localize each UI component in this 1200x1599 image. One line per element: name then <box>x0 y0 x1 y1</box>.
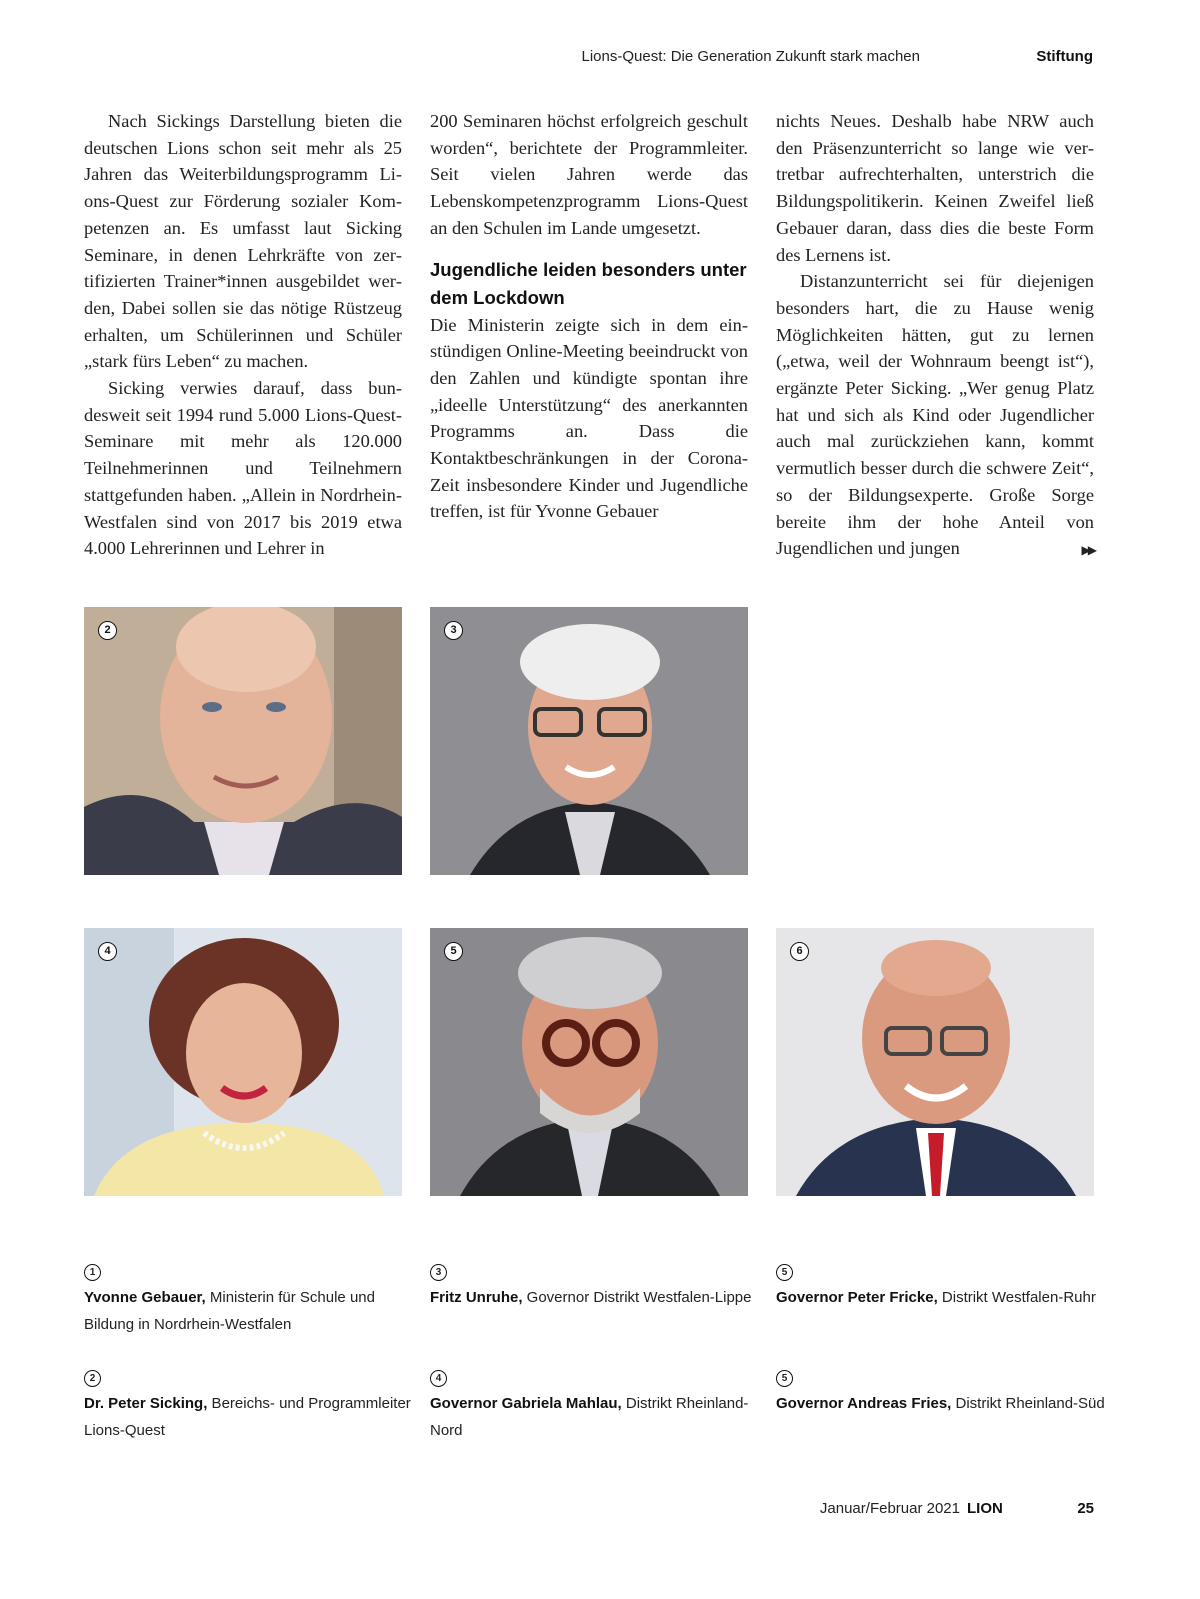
caption-name: Fritz Unruhe, <box>430 1289 523 1306</box>
photo-number-badge: 5 <box>444 942 463 961</box>
section-label: Stiftung <box>1036 48 1093 65</box>
paragraph: 200 Seminaren höchst erfolgreich geschult worden“, berichtete der Programmleiter. Seit vielen Jahren werde das Lebenskompetenzprogramm Lions-Quest an den Schulen im Lande umgesetzt. <box>430 111 748 238</box>
caption-2 <box>84 1363 414 1444</box>
subheading: Jugendliche leiden besonders unter dem Lockdown <box>430 258 747 308</box>
portrait-image <box>430 928 748 1196</box>
caption-name: Yvonne Gebauer, <box>84 1289 206 1306</box>
continue-arrow-icon: ▶▶ <box>1081 543 1094 558</box>
caption-role: Bereichs- und Programmleiter Lions-Quest <box>84 1395 411 1439</box>
caption-role: Distrikt Rheinland-Süd <box>951 1395 1105 1412</box>
caption-number-badge: 3 <box>430 1264 447 1281</box>
magazine-name: LION <box>967 1500 1003 1517</box>
photo-number-badge: 6 <box>790 942 809 961</box>
paragraph <box>776 268 1094 562</box>
caption-number-badge: 1 <box>84 1264 101 1281</box>
caption-number-badge: 5 <box>776 1264 793 1281</box>
portrait-image <box>84 928 402 1196</box>
caption-number-badge: 5 <box>776 1370 793 1387</box>
page-number: 25 <box>1077 1500 1094 1517</box>
caption-1 <box>84 1257 414 1338</box>
photo-number-badge: 4 <box>98 942 117 961</box>
caption-name: Governor Gabriela Mahlau, <box>430 1395 622 1412</box>
paragraph: Nach Sickings Darstellung bieten die deutschen Lions schon seit mehr als 25 Jahren das Weiterbildungsprogramm Lions-Quest zur Förderung sozialer Kompetenzen an. Es umfasst laut Sicking Seminare, in denen Lehrkräfte von zertifizierten Trainer*innen ausgebildet werden, Dabei sollen sie das nötige Rüstzeug erhalten, um Schülerinnen und Schüler „stark fürs Leben“ zu machen. <box>84 111 402 372</box>
article-column-1 <box>84 108 402 562</box>
issue-date: Januar/Februar 2021 <box>819 1500 960 1517</box>
photo-number-badge: 2 <box>98 621 117 640</box>
article-column-2 <box>430 108 748 525</box>
running-header-title: Lions-Quest: Die Generation Zukunft stark machen <box>581 48 920 65</box>
paragraph: nichts Neues. Deshalb habe NRW auch den Präsenzunterricht so lange wie vertretbar aufrechterhalten, unterstrich die Bildungspolitikerin. Keinen Zweifel ließ Gebauer daran, dass dies die beste Form des Lernens ist. <box>776 111 1094 265</box>
photo-number-badge: 3 <box>444 621 463 640</box>
article-column-3 <box>776 108 1094 564</box>
photo-gabriela-mahlau <box>84 928 402 1196</box>
photo-andreas-fries <box>776 928 1094 1196</box>
caption-role: Ministerin für Schule und Bildung in Nordrhein-Westfalen <box>84 1289 375 1333</box>
caption-4 <box>430 1363 760 1444</box>
caption-role: Governor Distrikt Westfalen-Lippe <box>522 1289 752 1306</box>
caption-role: Distrikt Rheinland-Nord <box>430 1395 749 1439</box>
paragraph-text: Distanzunterricht sei für diejenigen besonders hart, die zu Hause wenig Möglichkeiten hätten, gut zu lernen („etwa, weil der Wohnraum beengt ist“), ergänzte Peter Sicking. „Wer genug Platz hat und sich als Kind oder Jugendlicher auch mal zurückziehen kann, kommt vermutlich besser durch die schwere Zeit“, so der Bildungsexperte. Große Sorge bereite ihm der hohe Anteil von Jugendlichen und jungen <box>776 271 1094 559</box>
caption-name: Governor Peter Fricke, <box>776 1289 938 1306</box>
portrait-image <box>776 928 1094 1196</box>
paragraph: Sicking verwies darauf, dass bundesweit seit 1994 rund 5.000 Lions-Quest-Seminare mit mehr als 120.000 Teilnehmerinnen und Teilnehmern stattgefunden haben. „Allein in Nordrhein-Westfalen sind von 2017 bis 2019 etwa 4.000 Lehrerinnen und Lehrer in <box>84 378 402 559</box>
caption-number-badge: 2 <box>84 1370 101 1387</box>
caption-6 <box>776 1363 1106 1417</box>
caption-name: Governor Andreas Fries, <box>776 1395 952 1412</box>
portrait-image <box>84 607 402 875</box>
photo-peter-fricke <box>430 928 748 1196</box>
caption-role: Distrikt Westfalen-Ruhr <box>937 1289 1096 1306</box>
photo-fritz-unruhe <box>430 607 748 875</box>
photo-peter-sicking <box>84 607 402 875</box>
caption-name: Dr. Peter Sicking, <box>84 1395 208 1412</box>
caption-5 <box>776 1257 1106 1311</box>
caption-3 <box>430 1257 760 1311</box>
caption-number-badge: 4 <box>430 1370 447 1387</box>
paragraph: Die Ministerin zeigte sich in dem einstündigen Online-Meeting beeindruckt von den Zahlen und kündigte spontan ihre „ideelle Unterstützung“ des anerkannten Programms an. Dass die Kontaktbeschränkungen in der Corona-Zeit insbesondere Kinder und Jugendliche treffen, ist für Yvonne Gebauer <box>430 314 748 522</box>
portrait-image <box>430 607 748 875</box>
